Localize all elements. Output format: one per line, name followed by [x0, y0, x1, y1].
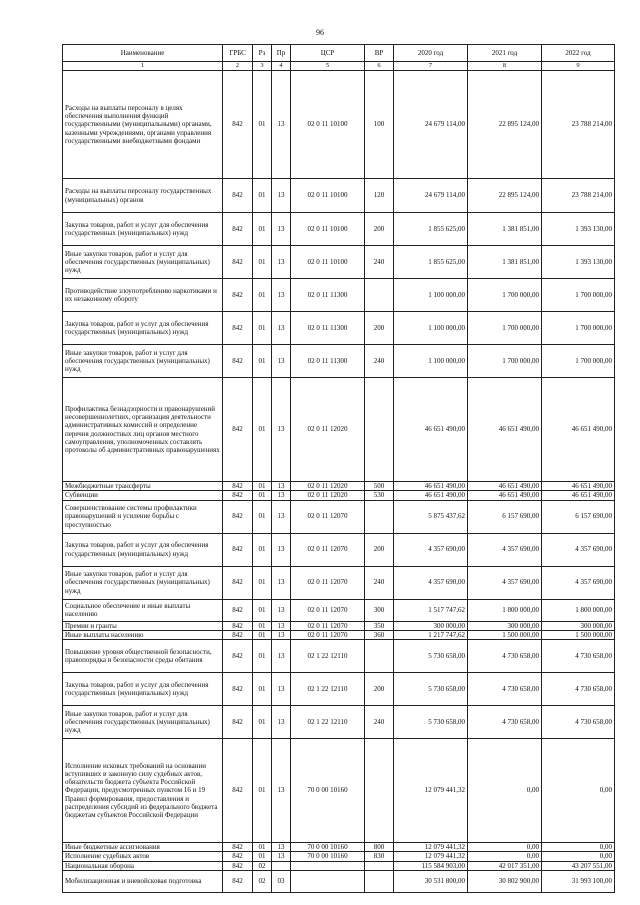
table-row — [63, 213, 615, 246]
grbs-cell: 842 — [223, 279, 253, 312]
item-name: Мобилизационная и вневойсковая подготовка — [63, 870, 223, 892]
amount-2020: 12 079 441,32 — [394, 843, 468, 852]
table-row — [63, 345, 615, 378]
rz-cell: 01 — [253, 566, 272, 599]
vr-cell — [365, 640, 394, 673]
col-header-csr: ЦСР — [291, 45, 365, 62]
csr-cell: 02 0 11 12020 — [291, 378, 365, 482]
col-index: 6 — [365, 62, 394, 71]
amount-2021: 46 651 490,00 — [468, 491, 542, 500]
vr-cell: 200 — [365, 673, 394, 706]
csr-cell: 02 0 11 11300 — [291, 345, 365, 378]
amount-2022: 4 730 658,00 — [542, 673, 615, 706]
grbs-cell: 842 — [223, 630, 253, 639]
csr-cell: 02 0 11 10100 — [291, 246, 365, 279]
amount-2020: 4 357 690,00 — [394, 533, 468, 566]
pr-cell: 13 — [272, 706, 291, 739]
amount-2022: 23 788 214,00 — [542, 71, 615, 179]
amount-2021: 46 651 490,00 — [468, 378, 542, 482]
amount-2020: 24 679 114,00 — [394, 71, 468, 179]
vr-cell: 360 — [365, 630, 394, 639]
amount-2021: 22 895 124,00 — [468, 71, 542, 179]
item-name: Межбюджетные трансферты — [63, 482, 223, 491]
item-name: Иные закупки товаров, работ и услуг для обеспечения государственных (муниципальных) нужд — [63, 246, 223, 279]
amount-2020: 12 079 441,32 — [394, 739, 468, 843]
grbs-cell: 842 — [223, 213, 253, 246]
vr-cell: 240 — [365, 345, 394, 378]
pr-cell: 13 — [272, 491, 291, 500]
csr-cell: 70 0 00 10160 — [291, 852, 365, 861]
col-header-2021: 2021 год — [468, 45, 542, 62]
amount-2021: 0,00 — [468, 852, 542, 861]
pr-cell: 13 — [272, 482, 291, 491]
amount-2021: 4 357 690,00 — [468, 533, 542, 566]
csr-cell: 02 1 22 12110 — [291, 706, 365, 739]
csr-cell: 02 0 11 12020 — [291, 491, 365, 500]
amount-2020: 300 000,00 — [394, 621, 468, 630]
amount-2020: 1 517 747,62 — [394, 599, 468, 621]
grbs-cell: 842 — [223, 179, 253, 213]
csr-cell — [291, 861, 365, 870]
csr-cell: 70 0 00 10160 — [291, 739, 365, 843]
vr-cell: 800 — [365, 843, 394, 852]
item-name: Закупка товаров, работ и услуг для обеспечения государственных (муниципальных) нужд — [63, 673, 223, 706]
csr-cell: 02 0 11 12020 — [291, 482, 365, 491]
item-name: Расходы на выплаты персоналу в целях обеспечения выполнения функций государственными (муниципальными) органами, казенными учреждениями, органами управления государственными внебюджетными фондами — [63, 71, 223, 179]
col-index: 8 — [468, 62, 542, 71]
item-name: Национальная оборона — [63, 861, 223, 870]
col-index: 1 — [63, 62, 223, 71]
table-row — [63, 640, 615, 673]
csr-cell: 02 0 11 10100 — [291, 71, 365, 179]
csr-cell: 02 0 11 12070 — [291, 621, 365, 630]
pr-cell: 13 — [272, 673, 291, 706]
rz-cell: 01 — [253, 852, 272, 861]
amount-2020: 46 651 490,00 — [394, 378, 468, 482]
table-row — [63, 861, 615, 870]
rz-cell: 01 — [253, 621, 272, 630]
amount-2020: 1 855 625,00 — [394, 213, 468, 246]
pr-cell: 13 — [272, 246, 291, 279]
col-header-2020: 2020 год — [394, 45, 468, 62]
amount-2020: 4 357 690,00 — [394, 566, 468, 599]
item-name: Закупка товаров, работ и услуг для обеспечения государственных (муниципальных) нужд — [63, 213, 223, 246]
pr-cell: 13 — [272, 843, 291, 852]
item-name: Повышение уровня общественной безопасности, правопорядка и безопасности среды обитания — [63, 640, 223, 673]
amount-2022: 1 800 000,00 — [542, 599, 615, 621]
item-name: Профилактика безнадзорности и правонарушений несовершеннолетних, организация деятельности административных комиссий и определение перечня должностных лиц органов местного самоуправления, уполномоченных составлять протоколы об административных правонарушениях — [63, 378, 223, 482]
table-row — [63, 71, 615, 179]
table-row — [63, 378, 615, 482]
amount-2020: 1 100 000,00 — [394, 312, 468, 345]
csr-cell: 02 0 11 12070 — [291, 566, 365, 599]
pr-cell: 13 — [272, 312, 291, 345]
col-header-vr: ВР — [365, 45, 394, 62]
pr-cell: 13 — [272, 533, 291, 566]
vr-cell: 200 — [365, 533, 394, 566]
col-index: 9 — [542, 62, 615, 71]
amount-2022: 0,00 — [542, 852, 615, 861]
amount-2022: 46 651 490,00 — [542, 482, 615, 491]
col-header-name: Наименование — [63, 45, 223, 62]
table-row — [63, 739, 615, 843]
amount-2022: 1 700 000,00 — [542, 279, 615, 312]
item-name: Социальное обеспечение и иные выплаты населению — [63, 599, 223, 621]
vr-cell: 240 — [365, 246, 394, 279]
pr-cell — [272, 861, 291, 870]
vr-cell: 100 — [365, 71, 394, 179]
vr-cell — [365, 861, 394, 870]
vr-cell: 830 — [365, 852, 394, 861]
pr-cell: 13 — [272, 179, 291, 213]
table-row — [63, 246, 615, 279]
item-name: Закупка товаров, работ и услуг для обеспечения государственных (муниципальных) нужд — [63, 533, 223, 566]
rz-cell: 01 — [253, 378, 272, 482]
amount-2022: 4 730 658,00 — [542, 640, 615, 673]
col-index: 3 — [253, 62, 272, 71]
item-name: Противодействие злоупотреблению наркотиками и их незаконному обороту — [63, 279, 223, 312]
header-row — [63, 45, 615, 62]
amount-2021: 30 802 900,00 — [468, 870, 542, 892]
item-name: Расходы на выплаты персоналу государственных (муниципальных) органов — [63, 179, 223, 213]
pr-cell: 03 — [272, 870, 291, 892]
col-index: 5 — [291, 62, 365, 71]
amount-2021: 4 730 658,00 — [468, 706, 542, 739]
vr-cell: 200 — [365, 312, 394, 345]
rz-cell: 02 — [253, 870, 272, 892]
amount-2022: 31 993 100,00 — [542, 870, 615, 892]
vr-cell — [365, 279, 394, 312]
amount-2021: 1 700 000,00 — [468, 312, 542, 345]
amount-2021: 1 381 851,00 — [468, 213, 542, 246]
grbs-cell: 842 — [223, 246, 253, 279]
col-header-grbs: ГРБС — [223, 45, 253, 62]
rz-cell: 01 — [253, 71, 272, 179]
grbs-cell: 842 — [223, 706, 253, 739]
item-name: Иные выплаты населению — [63, 630, 223, 639]
item-name: Закупка товаров, работ и услуг для обеспечения государственных (муниципальных) нужд — [63, 312, 223, 345]
amount-2020: 46 651 490,00 — [394, 491, 468, 500]
item-name: Иные бюджетные ассигнования — [63, 843, 223, 852]
amount-2022: 4 357 690,00 — [542, 533, 615, 566]
rz-cell: 01 — [253, 500, 272, 533]
pr-cell: 13 — [272, 630, 291, 639]
amount-2020: 5 730 658,00 — [394, 706, 468, 739]
amount-2021: 0,00 — [468, 843, 542, 852]
amount-2020: 5 875 437,62 — [394, 500, 468, 533]
amount-2020: 1 100 000,00 — [394, 345, 468, 378]
rz-cell: 01 — [253, 843, 272, 852]
table-row — [63, 491, 615, 500]
csr-cell: 02 0 11 11300 — [291, 279, 365, 312]
pr-cell: 13 — [272, 71, 291, 179]
amount-2020: 115 584 903,00 — [394, 861, 468, 870]
amount-2022: 300 000,00 — [542, 621, 615, 630]
amount-2021: 300 000,00 — [468, 621, 542, 630]
grbs-cell: 842 — [223, 861, 253, 870]
pr-cell: 13 — [272, 279, 291, 312]
amount-2022: 0,00 — [542, 843, 615, 852]
col-index: 7 — [394, 62, 468, 71]
rz-cell: 01 — [253, 739, 272, 843]
amount-2020: 1 217 747,62 — [394, 630, 468, 639]
vr-cell — [365, 739, 394, 843]
vr-cell: 500 — [365, 482, 394, 491]
amount-2021: 6 157 690,00 — [468, 500, 542, 533]
amount-2020: 46 651 490,00 — [394, 482, 468, 491]
item-name: Иные закупки товаров, работ и услуг для обеспечения государственных (муниципальных) нужд — [63, 706, 223, 739]
grbs-cell: 842 — [223, 599, 253, 621]
vr-cell — [365, 870, 394, 892]
amount-2022: 46 651 490,00 — [542, 491, 615, 500]
grbs-cell: 842 — [223, 852, 253, 861]
rz-cell: 02 — [253, 861, 272, 870]
csr-cell — [291, 870, 365, 892]
grbs-cell: 842 — [223, 500, 253, 533]
grbs-cell: 842 — [223, 71, 253, 179]
rz-cell: 01 — [253, 640, 272, 673]
page-number: 96 — [316, 28, 324, 37]
rz-cell: 01 — [253, 491, 272, 500]
amount-2021: 1 381 851,00 — [468, 246, 542, 279]
rz-cell: 01 — [253, 345, 272, 378]
amount-2021: 4 730 658,00 — [468, 673, 542, 706]
amount-2020: 30 531 800,00 — [394, 870, 468, 892]
table-row — [63, 843, 615, 852]
column-index-row — [63, 62, 615, 71]
rz-cell: 01 — [253, 533, 272, 566]
vr-cell: 120 — [365, 179, 394, 213]
csr-cell: 02 0 11 10100 — [291, 213, 365, 246]
table-row — [63, 852, 615, 861]
grbs-cell: 842 — [223, 739, 253, 843]
amount-2022: 6 157 690,00 — [542, 500, 615, 533]
amount-2022: 1 393 130,00 — [542, 246, 615, 279]
csr-cell: 02 0 11 10100 — [291, 179, 365, 213]
pr-cell: 13 — [272, 621, 291, 630]
vr-cell: 350 — [365, 621, 394, 630]
amount-2020: 1 100 000,00 — [394, 279, 468, 312]
csr-cell: 02 0 11 12070 — [291, 533, 365, 566]
rz-cell: 01 — [253, 630, 272, 639]
grbs-cell: 842 — [223, 621, 253, 630]
pr-cell: 13 — [272, 213, 291, 246]
amount-2021: 0,00 — [468, 739, 542, 843]
amount-2021: 1 500 000,00 — [468, 630, 542, 639]
rz-cell: 01 — [253, 279, 272, 312]
amount-2021: 42 017 351,00 — [468, 861, 542, 870]
rz-cell: 01 — [253, 673, 272, 706]
grbs-cell: 842 — [223, 312, 253, 345]
amount-2021: 46 651 490,00 — [468, 482, 542, 491]
amount-2020: 5 730 658,00 — [394, 640, 468, 673]
csr-cell: 02 0 11 11300 — [291, 312, 365, 345]
rz-cell: 01 — [253, 482, 272, 491]
csr-cell: 02 0 11 12070 — [291, 599, 365, 621]
amount-2022: 1 700 000,00 — [542, 312, 615, 345]
item-name: Премии и гранты — [63, 621, 223, 630]
col-index: 2 — [223, 62, 253, 71]
grbs-cell: 842 — [223, 566, 253, 599]
csr-cell: 02 1 22 12110 — [291, 673, 365, 706]
rz-cell: 01 — [253, 706, 272, 739]
table-row — [63, 706, 615, 739]
amount-2020: 24 679 114,00 — [394, 179, 468, 213]
grbs-cell: 842 — [223, 870, 253, 892]
table-row — [63, 279, 615, 312]
table-row — [63, 566, 615, 599]
csr-cell: 02 0 11 12070 — [291, 630, 365, 639]
amount-2021: 4 357 690,00 — [468, 566, 542, 599]
table-row — [63, 500, 615, 533]
table-row — [63, 630, 615, 639]
col-header-rz: Рз — [253, 45, 272, 62]
pr-cell: 13 — [272, 378, 291, 482]
table-row — [63, 673, 615, 706]
pr-cell: 13 — [272, 852, 291, 861]
table-row — [63, 870, 615, 892]
grbs-cell: 842 — [223, 345, 253, 378]
amount-2021: 4 730 658,00 — [468, 640, 542, 673]
csr-cell: 02 0 11 12070 — [291, 500, 365, 533]
table-row — [63, 312, 615, 345]
grbs-cell: 842 — [223, 843, 253, 852]
grbs-cell: 842 — [223, 378, 253, 482]
grbs-cell: 842 — [223, 482, 253, 491]
grbs-cell: 842 — [223, 491, 253, 500]
amount-2022: 1 500 000,00 — [542, 630, 615, 639]
grbs-cell: 842 — [223, 533, 253, 566]
rz-cell: 01 — [253, 599, 272, 621]
item-name: Иные закупки товаров, работ и услуг для обеспечения государственных (муниципальных) нужд — [63, 345, 223, 378]
vr-cell: 240 — [365, 706, 394, 739]
pr-cell: 13 — [272, 599, 291, 621]
vr-cell: 200 — [365, 213, 394, 246]
grbs-cell: 842 — [223, 673, 253, 706]
budget-table — [62, 44, 615, 893]
col-header-2022: 2022 год — [542, 45, 615, 62]
table-row — [63, 599, 615, 621]
amount-2022: 1 393 130,00 — [542, 213, 615, 246]
pr-cell: 13 — [272, 566, 291, 599]
amount-2022: 43 207 551,00 — [542, 861, 615, 870]
amount-2022: 46 651 490,00 — [542, 378, 615, 482]
vr-cell: 240 — [365, 566, 394, 599]
rz-cell: 01 — [253, 246, 272, 279]
col-index: 4 — [272, 62, 291, 71]
pr-cell: 13 — [272, 500, 291, 533]
amount-2022: 0,00 — [542, 739, 615, 843]
csr-cell: 02 1 22 12110 — [291, 640, 365, 673]
amount-2021: 22 895 124,00 — [468, 179, 542, 213]
rz-cell: 01 — [253, 179, 272, 213]
amount-2020: 5 730 658,00 — [394, 673, 468, 706]
amount-2021: 1 800 000,00 — [468, 599, 542, 621]
item-name: Иные закупки товаров, работ и услуг для обеспечения государственных (муниципальных) нужд — [63, 566, 223, 599]
vr-cell — [365, 378, 394, 482]
pr-cell: 13 — [272, 739, 291, 843]
col-header-pr: Пр — [272, 45, 291, 62]
vr-cell: 300 — [365, 599, 394, 621]
table-body — [63, 71, 615, 893]
rz-cell: 01 — [253, 312, 272, 345]
amount-2022: 4 730 658,00 — [542, 706, 615, 739]
table-row — [63, 533, 615, 566]
pr-cell: 13 — [272, 640, 291, 673]
table-row — [63, 621, 615, 630]
item-name: Исполнение исковых требований на основании вступивших в законную силу судебных актов, обязательств бюджета субъекта Российской Федерации, предусмотренных пунктом 16 и 19 Правил формирования, предоставления и распределения субсидий из федерального бюджета бюджетам субъектов Российской Федерации — [63, 739, 223, 843]
csr-cell: 70 0 00 10160 — [291, 843, 365, 852]
amount-2020: 1 855 625,00 — [394, 246, 468, 279]
item-name: Совершенствование системы профилактики правонарушений и усиление борьбы с преступностью — [63, 500, 223, 533]
item-name: Субвенции — [63, 491, 223, 500]
item-name: Исполнение судебных актов — [63, 852, 223, 861]
amount-2022: 1 700 000,00 — [542, 345, 615, 378]
amount-2022: 23 788 214,00 — [542, 179, 615, 213]
amount-2021: 1 700 000,00 — [468, 345, 542, 378]
rz-cell: 01 — [253, 213, 272, 246]
amount-2022: 4 357 690,00 — [542, 566, 615, 599]
amount-2020: 12 079 441,32 — [394, 852, 468, 861]
grbs-cell: 842 — [223, 640, 253, 673]
table-row — [63, 179, 615, 213]
amount-2021: 1 700 000,00 — [468, 279, 542, 312]
pr-cell: 13 — [272, 345, 291, 378]
vr-cell: 530 — [365, 491, 394, 500]
vr-cell — [365, 500, 394, 533]
table-row — [63, 482, 615, 491]
